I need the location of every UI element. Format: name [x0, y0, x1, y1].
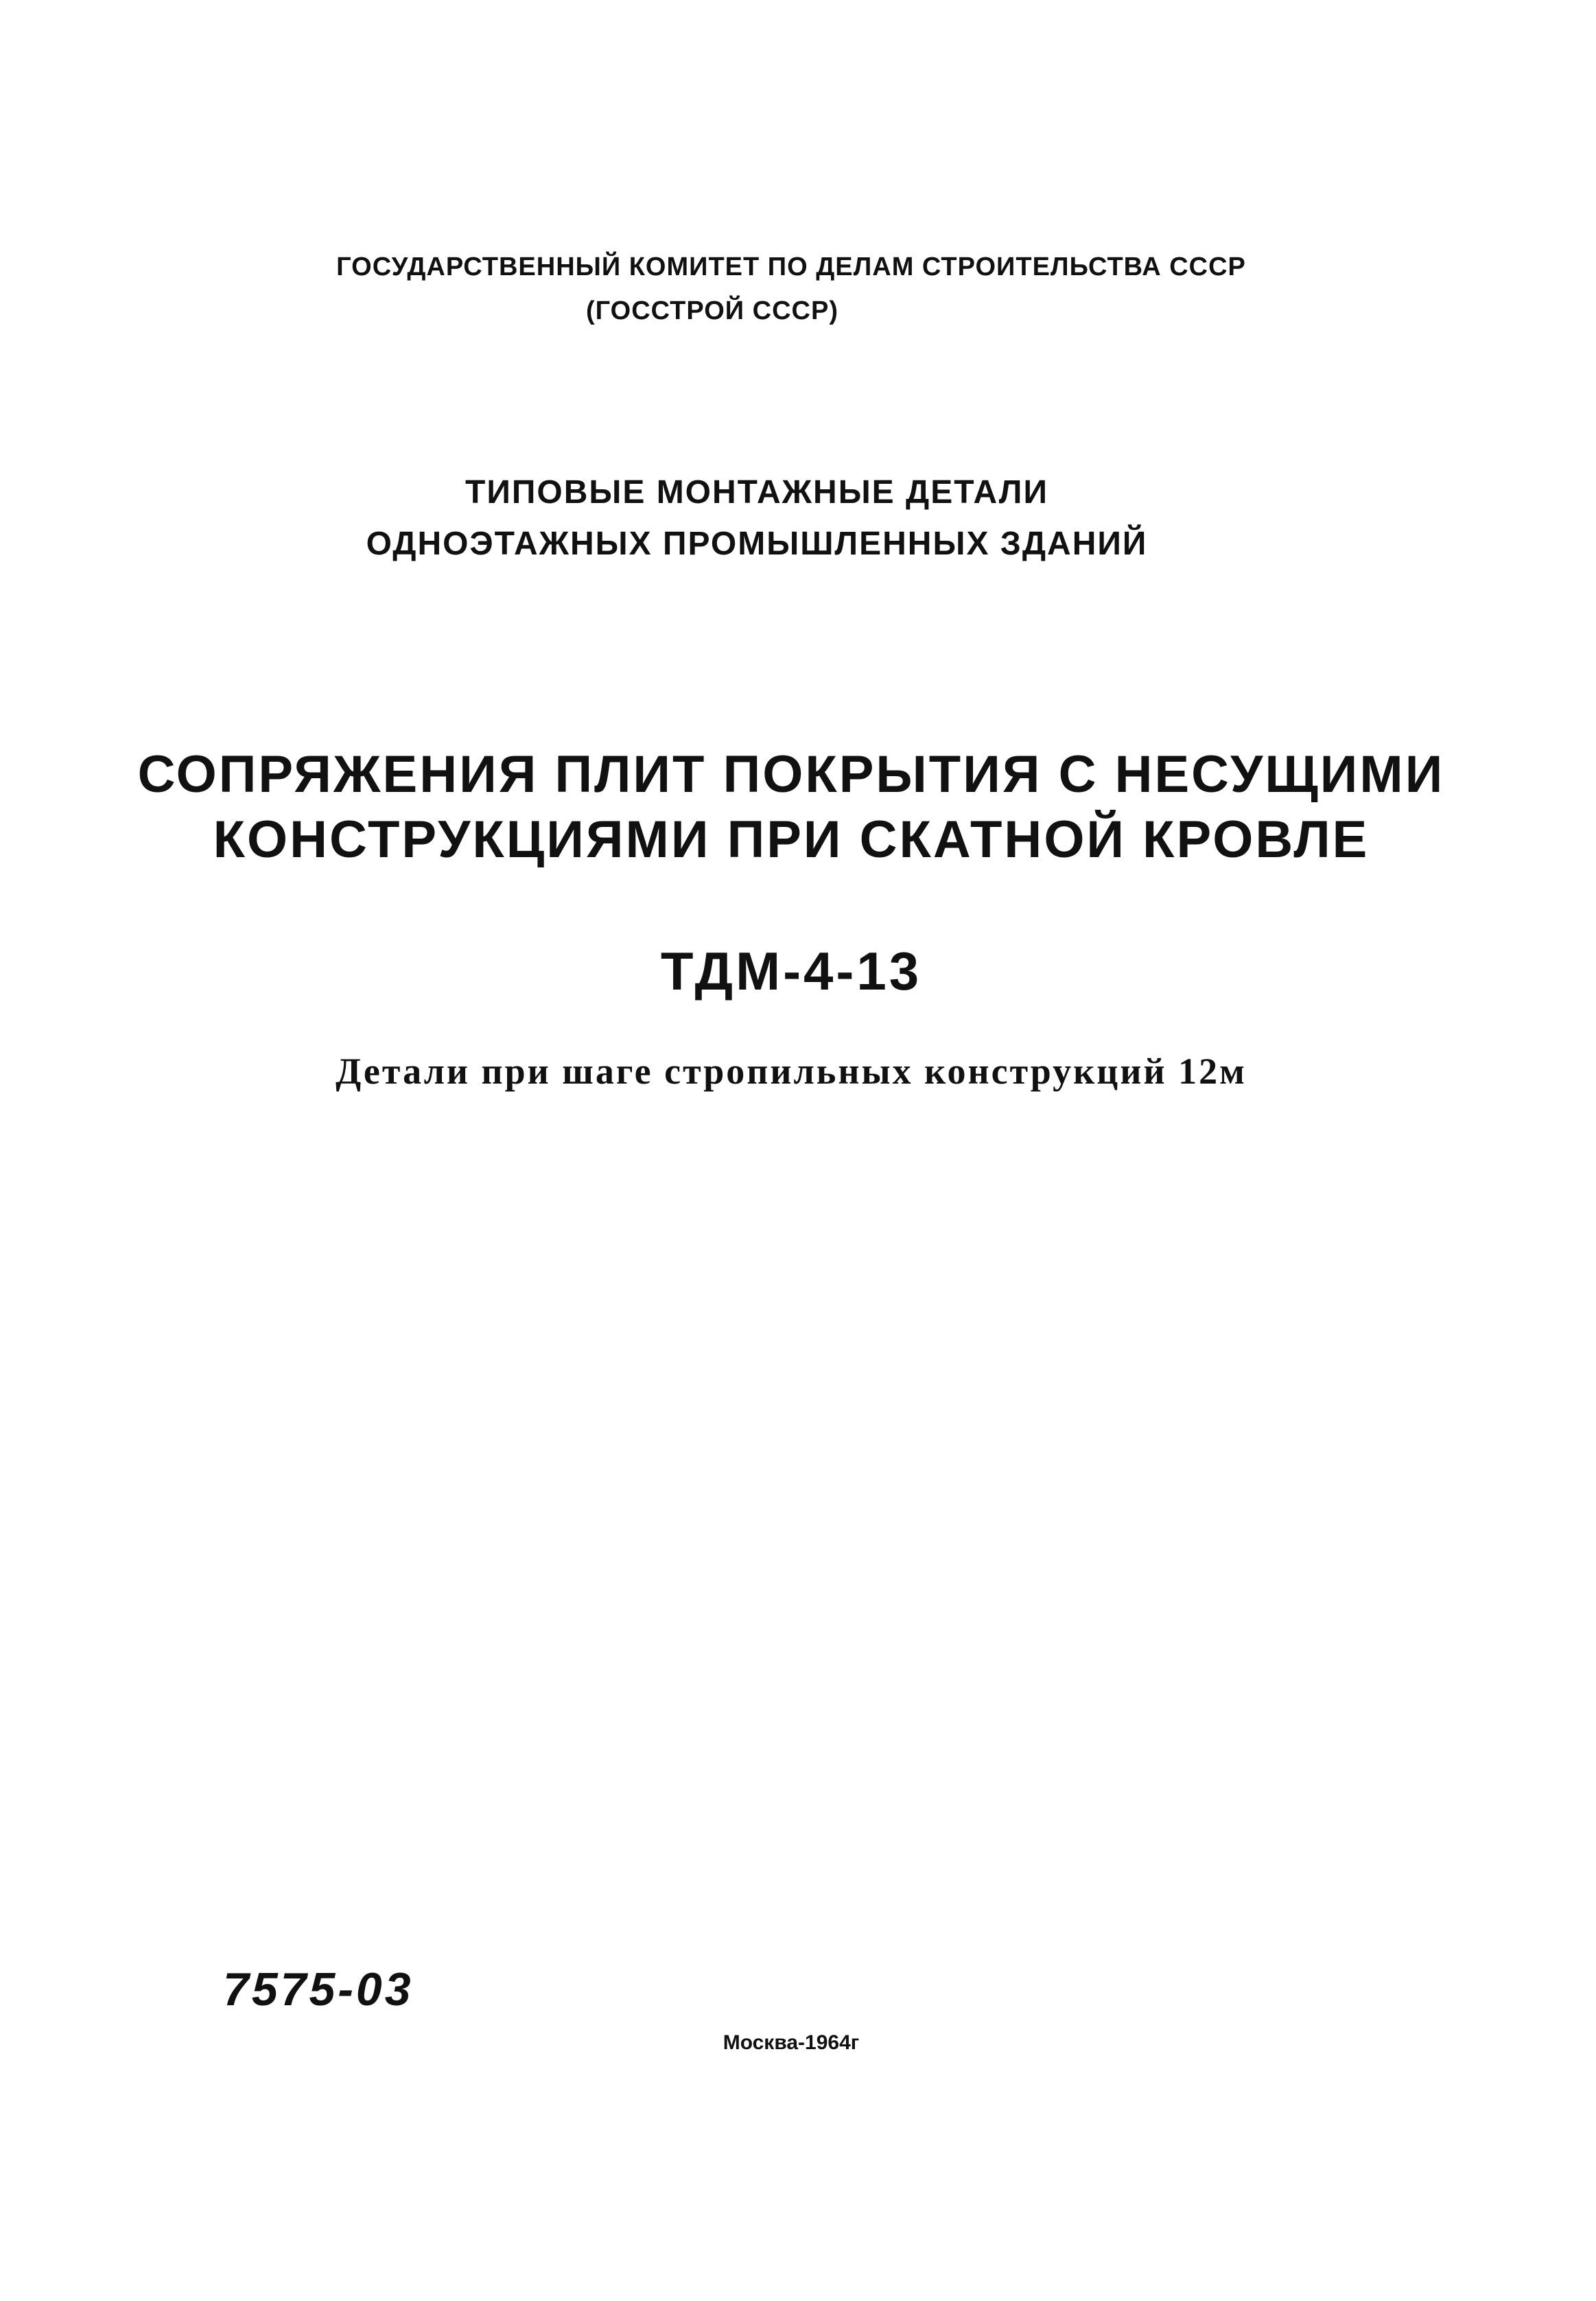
- document-subtitle: Детали при шаге стропильных конструкций 12м: [336, 1051, 1247, 1092]
- organization-line-2: (ГОССТРОЙ СССР): [585, 296, 838, 325]
- document-designation: ТДМ-4-13: [660, 941, 922, 1001]
- document-number: 7575-03: [223, 1963, 414, 2016]
- document-title-line-2: КОНСТРУКЦИЯМИ ПРИ СКАТНОЙ КРОВЛЕ: [213, 810, 1370, 869]
- series-title-line-1: ТИПОВЫЕ МОНТАЖНЫЕ ДЕТАЛИ: [465, 474, 1048, 511]
- publication-imprint: Москва-1964г: [723, 2031, 860, 2054]
- organization-line-1: ГОСУДАРСТВЕННЫЙ КОМИТЕТ ПО ДЕЛАМ СТРОИТЕЛЬСТВА СССР: [336, 253, 1246, 281]
- document-title-line-1: СОПРЯЖЕНИЯ ПЛИТ ПОКРЫТИЯ С НЕСУЩИМИ: [137, 745, 1445, 804]
- series-title-line-2: ОДНОЭТАЖНЫХ ПРОМЫШЛЕННЫХ ЗДАНИЙ: [366, 526, 1148, 562]
